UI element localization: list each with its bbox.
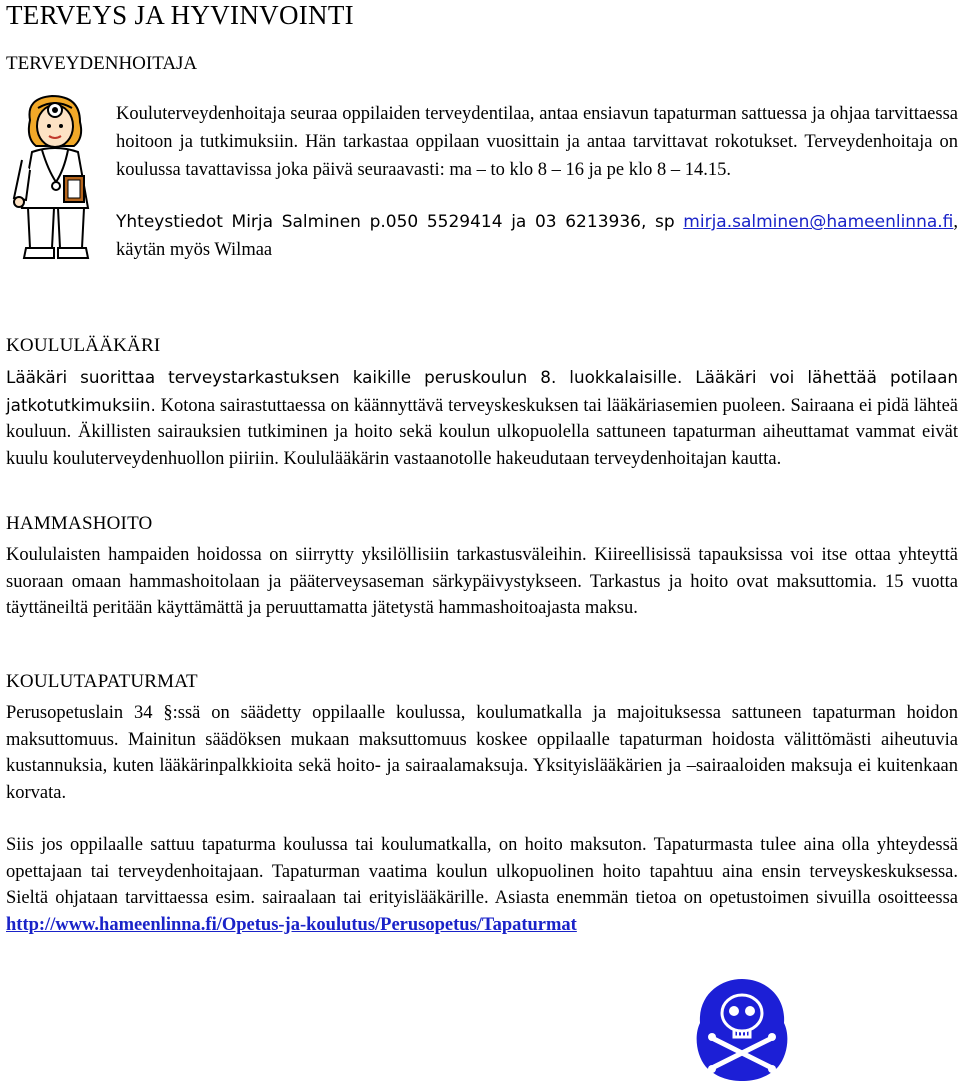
nurse-illustration-icon [8, 90, 104, 266]
doctor-heading: KOULULÄÄKÄRI [6, 335, 161, 356]
nurse-heading: TERVEYDENHOITAJA [6, 53, 198, 74]
page-title: TERVEYS JA HYVINVOINTI [6, 0, 354, 30]
nurse-contact [116, 208, 958, 264]
accidents-section [6, 670, 958, 938]
nurse-section [116, 100, 958, 264]
contact-prefix: Yhteystiedot Mirja Salminen p.050 5529414 ja 03 6213936, sp [116, 212, 684, 232]
nurse-description: Kouluterveydenhoitaja seuraa oppilaiden terveydentilaa, antaa ensiavun tapaturman sattuessa ja ohjaa tarvittaessa hoitoon ja tutkimuksiin. Hän tarkastaa oppilaan vuosittain ja antaa tarvittavat rokotukset. Terveydenhoitaja on koulussa tavattavissa joka päivä seuraavasti: ma – to klo 8 – 16 ja pe klo 8 – 14.15. [116, 104, 958, 180]
accidents-info-link[interactable]: http://www.hameenlinna.fi/Opetus-ja-koulutus/Perusopetus/Tapaturmat [6, 914, 577, 935]
accidents-text-2-body: Siis jos oppilaalle sattuu tapaturma koulussa tai koulumatkalla, on hoito maksuton. Tapaturmasta tulee aina olla yhteydessä opettajaan tai terveydenhoitajaan. Tapaturman vaatima koulun ulkopuolinen hoito tapahtuu aina ensin terveyskeskuksessa. Sieltä ohjataan tarvittaessa esim. sairaalaan tai erityislääkärille. Asiasta enemmän tietoa on opetustoimen sivuilla osoitteessa [6, 835, 958, 908]
accidents-text-2 [6, 832, 958, 938]
dental-heading: HAMMASHOITO [6, 513, 153, 534]
nurse-email-link[interactable]: mirja.salminen@hameenlinna.fi [683, 212, 954, 232]
doctor-text-serif: Kotona sairastuttaessa on käännyttävä terveyskeskuksen tai lääkäriasemien puoleen. Sairaana ei pidä lähteä kouluun. Äkillisten sairauksien tutkiminen ja hoito sekä koulun ulkopuolella sattuneen tapaturman aiheuttamat vammat eivät kuulu kouluterveydenhuollon piiriin. Koululääkärin vastaanotolle hakeudutaan terveydenhoitajan kautta. [6, 395, 958, 469]
doctor-text-sans: Lääkäri suorittaa terveystarkastuksen kaikille peruskoulun 8. luokkalaisille. Lääkäri voi lähettää potilaan jatkotutkimuksiin. [6, 367, 958, 415]
doctor-section [6, 334, 958, 472]
accidents-heading: KOULUTAPATURMAT [6, 671, 198, 692]
doctor-text [6, 364, 958, 472]
dental-section [6, 512, 958, 622]
accidents-text-1: Perusopetuslain 34 §:ssä on säädetty oppilaalle koulussa, koulumatkalla ja majoituksessa sattuneen tapaturman hoidon maksuttomuus. Mainitun säädöksen mukaan maksuttomuus koskee oppilaalle tapaturman hoidosta välittömästi aiheutuvia kustannuksia, kuten lääkärinpalkkioita sekä hoito- ja sairaalamaksuja. Yksityislääkärien ja –sairaaloiden maksuja ei kuitenkaan korvata. [6, 703, 958, 803]
contact-suffix: , käytän myös Wilmaa [116, 212, 958, 260]
skull-crossbones-logo-icon [692, 975, 792, 1083]
dental-text: Koululaisten hampaiden hoidossa on siirrytty yksilöllisiin tarkastusväleihin. Kiireellisissä tapauksissa voi itse ottaa yhteyttä suoraan omaan hammashoitolaan ja pääterveysaseman särkypäivystykseen. Tarkastus ja hoito ovat maksuttomia. 15 vuotta täyttäneiltä peritään käyttämättä ja peruuttamatta jätetystä hammashoitoajasta maksu. [6, 545, 958, 618]
